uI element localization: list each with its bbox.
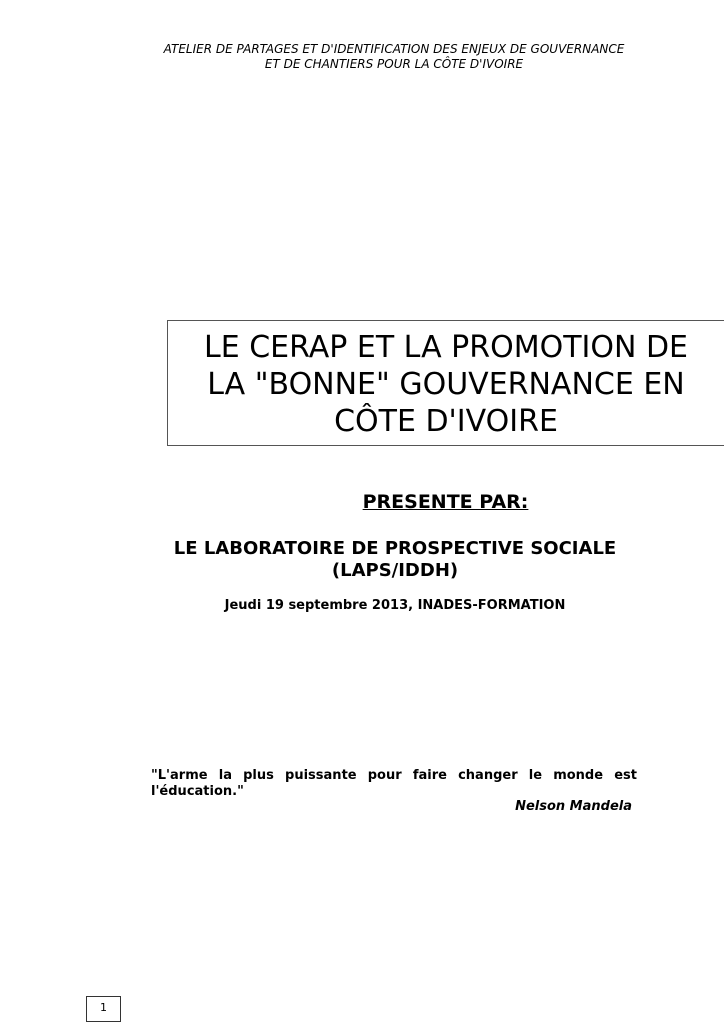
header-line-1: ATELIER DE PARTAGES ET D'IDENTIFICATION DES ENJEUX DE GOUVERNANCE — [163, 42, 625, 56]
document-header — [120, 42, 668, 72]
document-title: LE CERAP ET LA PROMOTION DE LA "BONNE" GOUVERNANCE EN CÔTE D'IVOIRE — [203, 329, 689, 439]
page-number: 1 — [86, 996, 121, 1022]
header-line-2: ET DE CHANTIERS POUR LA CÔTE D'IVOIRE — [264, 57, 524, 71]
quote-author: Nelson Mandela — [515, 799, 632, 814]
presented-by-heading: PRESENTE PAR: — [362, 491, 529, 513]
date-line: Jeudi 19 septembre 2013, INADES-FORMATION — [224, 598, 566, 613]
quote-text: "L'arme la plus puissante pour faire changer le monde est l'éducation." — [151, 768, 637, 799]
organization-name: LE LABORATOIRE DE PROSPECTIVE SOCIALE (LAPS/IDDH) — [173, 538, 617, 581]
title-box — [167, 320, 724, 446]
